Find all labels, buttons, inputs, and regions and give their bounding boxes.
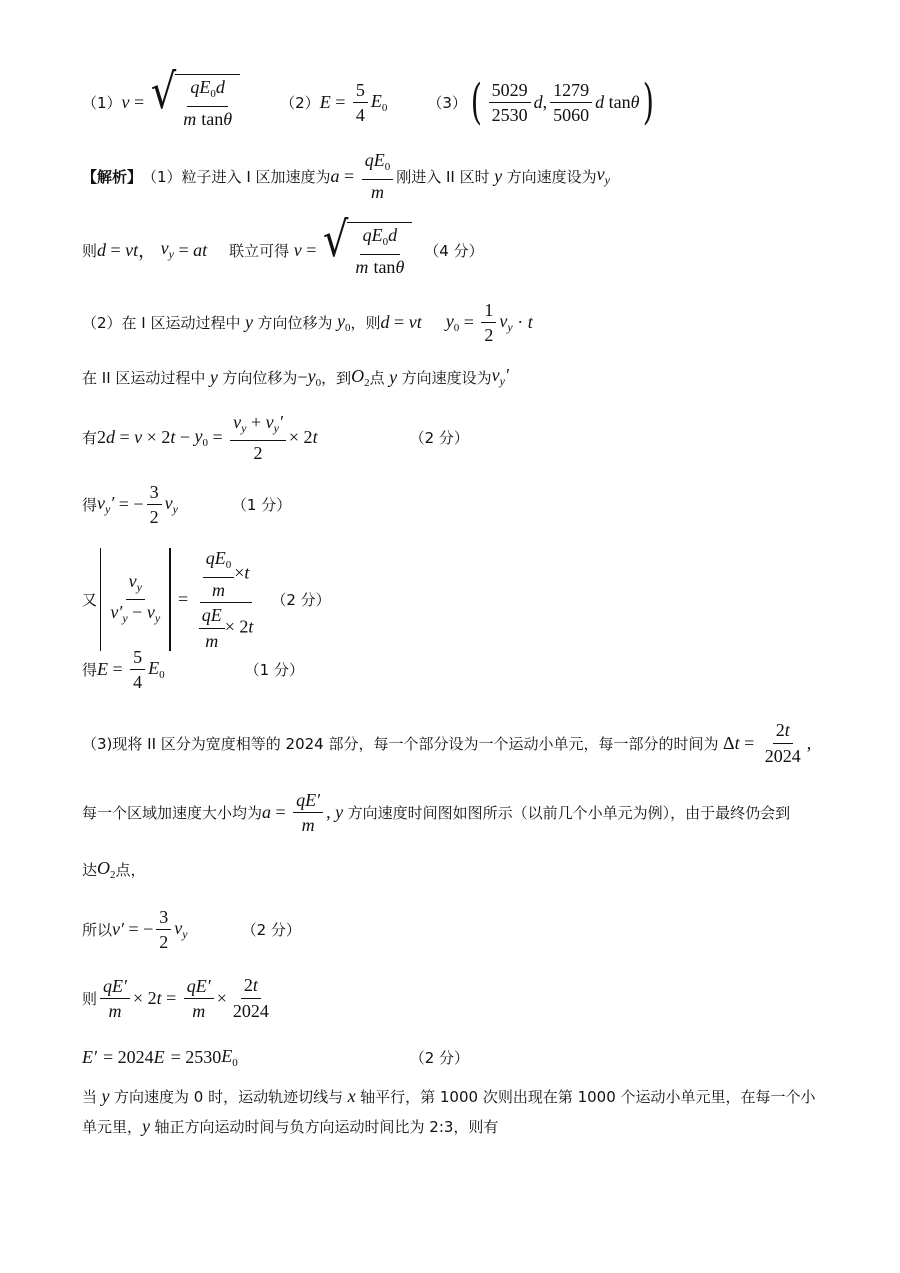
- analysis-line-13: 则 $\frac{qE'}{m}$ × 2 t = $\frac{qE'}{m}$ × $\frac{2t}{2024}$: [82, 975, 269, 1021]
- answer-3-x-fraction: $\frac{5029}{2530}$: [489, 80, 531, 125]
- analysis-line-14: E′ = 2024 E = 2530 $E_0$ （2 分）: [82, 1046, 470, 1069]
- analysis-line-2: 则 d = vt ， $v_y$ = at 联立可得 v = √ $\frac{qE_0d}{\text{m tanθ}}$ （4 分）: [82, 212, 484, 277]
- analysis-line-3: （2）在 I 区运动过程中 y 方向位移为 $y_0$ ，则 d = vt $y_0$ = $\frac{1}{2}$ $v_y$ · t: [82, 300, 533, 345]
- answer-3-label: （3）: [427, 93, 467, 112]
- analysis-line-7: 又 $\frac{v_y}{v'_y - v_y}$ = $\frac{qE_0}{m}$ ×t $\frac{qE}{m}$ × 2t （2 分）: [82, 548, 331, 651]
- answer-3-y-fraction: $\frac{1279}{5060}$: [550, 80, 592, 125]
- analysis-line-15: 当 y 方向速度为 0 时，运动轨迹切线与 x 轴平行，第 1000 次则出现在第 1000 个运动小单元里，在每一个小: [82, 1086, 816, 1106]
- analysis-line-5: 有 2 d = v × 2 t − $y_0$ = $\frac{v_y + v_y'}{2}$ × 2 t （2 分）: [82, 412, 469, 463]
- analysis-line-4: 在 II 区运动过程中 y 方向位移为 − $y_0$ ，到 $O_2$ 点 y 方向速度设为 $v_y'$: [82, 365, 509, 389]
- analysis-line-6: 得 $v_y'$ = − $\frac{3}{2}$ $v_y$ （1 分）: [82, 482, 292, 527]
- analysis-line-12: 所以 v′ = − $\frac{3}{2}$ $v_y$ （2 分）: [82, 907, 301, 952]
- analysis-line-1: 【解析】 （1）粒子进入 I 区加速度为 a = $\frac{qE_0}{m}$ 刚进入 II 区时 y 方向速度设为 $v_y$: [82, 150, 610, 202]
- answer-2-label: （2）: [280, 93, 320, 112]
- analysis-line-11: 达 $O_2$ 点，: [82, 858, 146, 881]
- analysis-line-8: 得 E = $\frac{5}{4}$ $E_0$ （1 分）: [82, 647, 304, 692]
- analysis-line-9: （3)现将 II 区分为宽度相等的 2024 部分，每一个部分设为一个运动小单元，每一部分的时间为 Δ t = $\frac{2t}{2024}$ ,: [82, 720, 812, 766]
- analysis-line-16: 单元里， y 轴正方向运动时间与负方向运动时间比为 2:3，则有: [82, 1116, 499, 1136]
- answer-1-sqrt: √ $\frac{qE_0d}{\text{m tanθ}}$: [151, 74, 240, 130]
- answer-1-label: （1）: [82, 93, 122, 112]
- analysis-title: 【解析】: [82, 167, 143, 186]
- analysis-line-10: 每一个区域加速度大小均为 a = $\frac{qE'}{m}$ , y 方向速度时间图如图所示（以前几个小单元为例），由于最终仍会到: [82, 790, 791, 835]
- answer-2-fraction: $\frac{5}{4}$: [353, 80, 368, 125]
- answers-line: （1） v = √ $\frac{qE_0d}{\text{m tanθ}}$ （2） E = $\frac{5}{4}$ $E_0$ （3） ( $\frac{5029}{2530}$ d , $\frac{1279}{5060}$ d tan θ ): [82, 64, 655, 130]
